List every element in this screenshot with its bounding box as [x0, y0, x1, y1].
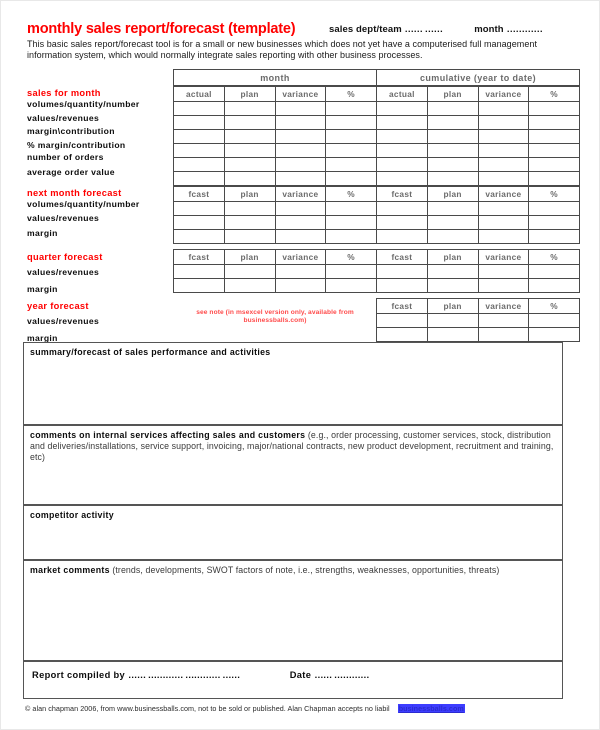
- month-label: month: [474, 24, 504, 35]
- table-row[interactable]: [377, 314, 580, 328]
- col-plan-cumulative: plan: [427, 299, 478, 314]
- row-label-average-order-value: average order value: [27, 166, 115, 177]
- col-percent-cumulative: %: [529, 299, 580, 314]
- cell[interactable]: [224, 230, 275, 244]
- cell[interactable]: [427, 102, 478, 116]
- market-comments-title: [30, 565, 556, 576]
- col-percent-month: %: [326, 87, 377, 102]
- table-sales-for-month[interactable]: [173, 86, 580, 186]
- cell[interactable]: [326, 216, 377, 230]
- row-label-values-revenues: values/revenues: [27, 212, 100, 223]
- cell[interactable]: [224, 172, 275, 186]
- cell[interactable]: [224, 144, 275, 158]
- col-plan-cumulative: plan: [427, 87, 478, 102]
- cell[interactable]: [427, 314, 478, 328]
- table-header-row: [377, 299, 580, 314]
- group-header-month: month: [174, 70, 377, 86]
- cell[interactable]: [224, 158, 275, 172]
- copyright-line: [25, 704, 465, 713]
- section-labels-next-month-forecast: [27, 187, 175, 240]
- cell[interactable]: [326, 202, 377, 216]
- col-percent-cumulative: %: [529, 250, 580, 265]
- table-header-row: [174, 250, 580, 265]
- section-heading-next-month-forecast: next month forecast: [27, 188, 122, 198]
- table-row[interactable]: [174, 265, 580, 279]
- cell[interactable]: [478, 158, 529, 172]
- col-variance-cumulative: variance: [478, 250, 529, 265]
- cell[interactable]: [326, 265, 377, 279]
- cell[interactable]: [478, 230, 529, 244]
- summary-forecast-label: summary/forecast of sales performance and activities: [30, 347, 271, 357]
- cell[interactable]: [326, 172, 377, 186]
- col-variance-month: variance: [275, 187, 326, 202]
- cell[interactable]: [326, 130, 377, 144]
- col-variance-cumulative: variance: [478, 299, 529, 314]
- cell[interactable]: [275, 279, 326, 293]
- table-header-row: [174, 187, 580, 202]
- report-compiled-line: [32, 670, 369, 680]
- cell[interactable]: [377, 314, 428, 328]
- cell[interactable]: [529, 279, 580, 293]
- cell[interactable]: [174, 216, 225, 230]
- cell[interactable]: [224, 102, 275, 116]
- table-row[interactable]: [174, 102, 580, 116]
- cell[interactable]: [529, 230, 580, 244]
- cell[interactable]: [174, 230, 225, 244]
- col-plan-month: plan: [224, 187, 275, 202]
- section-heading-year-forecast: year forecast: [27, 301, 89, 311]
- cell[interactable]: [427, 130, 478, 144]
- cell[interactable]: [174, 172, 225, 186]
- cell[interactable]: [377, 216, 428, 230]
- document-header: [1, 21, 599, 39]
- table-quarter-forecast[interactable]: [173, 249, 580, 293]
- cell[interactable]: [224, 216, 275, 230]
- cell[interactable]: [275, 172, 326, 186]
- cell[interactable]: [224, 279, 275, 293]
- row-label-values-revenues: values/revenues: [27, 267, 100, 277]
- intro-paragraph: This basic sales report/forecast tool is for a small or new businesses which does not yet have a computerised full management information system, which would normally integrate sales reporting with other business processes.: [27, 39, 537, 61]
- market-comments-hint: (trends, developments, SWOT factors of note, i.e., strengths, weaknesses, opportunities, threats): [109, 565, 500, 575]
- report-compiled-box[interactable]: [23, 661, 563, 699]
- cell[interactable]: [427, 265, 478, 279]
- table-row[interactable]: [174, 130, 580, 144]
- cell[interactable]: [529, 144, 580, 158]
- col-fcast-month: fcast: [174, 250, 225, 265]
- cell[interactable]: [478, 130, 529, 144]
- cell[interactable]: [478, 279, 529, 293]
- cell[interactable]: [377, 172, 428, 186]
- cell[interactable]: [478, 216, 529, 230]
- cell[interactable]: [174, 130, 225, 144]
- section-labels-sales-for-month: [27, 87, 175, 178]
- cell[interactable]: [478, 144, 529, 158]
- cell[interactable]: [478, 172, 529, 186]
- cell[interactable]: [326, 279, 377, 293]
- section-labels-quarter-forecast: [27, 251, 175, 295]
- cell[interactable]: [377, 116, 428, 130]
- cell[interactable]: [427, 172, 478, 186]
- cell[interactable]: [174, 102, 225, 116]
- cell[interactable]: [174, 279, 225, 293]
- row-label-number-of-orders: number of orders: [27, 152, 104, 162]
- cell[interactable]: [275, 130, 326, 144]
- section-heading-sales-for-month: sales for month: [27, 88, 101, 98]
- cell[interactable]: [377, 202, 428, 216]
- market-comments-box[interactable]: [23, 560, 563, 661]
- cell[interactable]: [377, 102, 428, 116]
- row-label-values-revenues: values/revenues: [27, 112, 100, 123]
- cell[interactable]: [478, 328, 529, 342]
- col-fcast-month: fcast: [174, 187, 225, 202]
- cell[interactable]: [478, 116, 529, 130]
- cell[interactable]: [529, 172, 580, 186]
- col-plan-month: plan: [224, 250, 275, 265]
- table-row[interactable]: [377, 328, 580, 342]
- cell[interactable]: [275, 216, 326, 230]
- cell[interactable]: [427, 116, 478, 130]
- section-labels-year-forecast: [27, 300, 175, 344]
- col-variance-cumulative: variance: [478, 187, 529, 202]
- header-fields: [329, 24, 542, 35]
- cell[interactable]: [529, 314, 580, 328]
- cell[interactable]: [478, 314, 529, 328]
- internal-services-comments-label: comments on internal services affecting sales and customers: [30, 430, 306, 440]
- section-heading-quarter-forecast: quarter forecast: [27, 252, 103, 262]
- year-forecast-note: see note (in msexcel version only, available from businessballs.com): [196, 309, 354, 325]
- cell[interactable]: [174, 158, 225, 172]
- cell[interactable]: [275, 230, 326, 244]
- table-row[interactable]: [174, 202, 580, 216]
- cell[interactable]: [174, 265, 225, 279]
- cell[interactable]: [377, 328, 428, 342]
- cell[interactable]: [326, 158, 377, 172]
- cell[interactable]: [174, 116, 225, 130]
- competitor-activity-box[interactable]: [23, 505, 563, 560]
- cell[interactable]: [529, 116, 580, 130]
- cell[interactable]: [377, 158, 428, 172]
- month-blank[interactable]: …………: [506, 24, 543, 35]
- col-fcast-cumulative: fcast: [377, 187, 428, 202]
- cell[interactable]: [427, 328, 478, 342]
- col-percent-cumulative: %: [529, 87, 580, 102]
- cell[interactable]: [275, 144, 326, 158]
- row-label-margin: margin: [27, 283, 58, 294]
- cell[interactable]: [377, 130, 428, 144]
- cell[interactable]: [275, 102, 326, 116]
- cell[interactable]: [529, 102, 580, 116]
- row-label-margin: margin: [27, 332, 58, 343]
- col-percent-cumulative: %: [529, 187, 580, 202]
- competitor-activity-title: [30, 510, 556, 521]
- row-label-volumes: volumes/quantity/number: [27, 199, 140, 209]
- cell[interactable]: [224, 265, 275, 279]
- cell[interactable]: [427, 158, 478, 172]
- cell[interactable]: [427, 279, 478, 293]
- table-next-month-forecast[interactable]: [173, 186, 580, 244]
- cell[interactable]: [275, 116, 326, 130]
- cell[interactable]: [326, 230, 377, 244]
- cell[interactable]: [275, 265, 326, 279]
- cell[interactable]: [224, 116, 275, 130]
- cell[interactable]: [529, 158, 580, 172]
- internal-services-comments-box[interactable]: [23, 425, 563, 505]
- col-variance-month: variance: [275, 87, 326, 102]
- copyright-text: © alan chapman 2006, from www.businessballs.com, not to be sold or published. Alan Chapman accepts no liabil: [25, 704, 390, 713]
- cell[interactable]: [224, 202, 275, 216]
- cell[interactable]: [174, 202, 225, 216]
- date-label: Date: [289, 670, 312, 680]
- report-compiled-label: Report compiled by: [32, 670, 126, 680]
- cell[interactable]: [377, 230, 428, 244]
- cell[interactable]: [377, 144, 428, 158]
- table-row[interactable]: [174, 279, 580, 293]
- cell[interactable]: [326, 102, 377, 116]
- report-compiled-blank[interactable]: …… ………… ………… ……: [128, 670, 240, 680]
- col-plan-cumulative: plan: [427, 187, 478, 202]
- row-label-margin-contribution: margin\contribution: [27, 126, 115, 136]
- cell[interactable]: [174, 144, 225, 158]
- cell[interactable]: [427, 144, 478, 158]
- table-row[interactable]: [174, 216, 580, 230]
- col-fcast-cumulative: fcast: [377, 250, 428, 265]
- cell[interactable]: [427, 202, 478, 216]
- table-year-forecast[interactable]: [376, 298, 580, 342]
- col-percent-month: %: [326, 187, 377, 202]
- cell[interactable]: [529, 265, 580, 279]
- sales-dept-label: sales dept/team: [329, 24, 402, 35]
- col-plan-cumulative: plan: [427, 250, 478, 265]
- cell[interactable]: [377, 265, 428, 279]
- col-plan-month: plan: [224, 87, 275, 102]
- cell[interactable]: [275, 202, 326, 216]
- table-row[interactable]: [174, 116, 580, 130]
- cell[interactable]: [427, 216, 478, 230]
- businessballs-link[interactable]: businessballs.com: [398, 704, 464, 713]
- col-variance-month: variance: [275, 250, 326, 265]
- cell[interactable]: [224, 130, 275, 144]
- cell[interactable]: [478, 202, 529, 216]
- internal-services-comments-title: [30, 430, 556, 464]
- group-header-table: [173, 69, 580, 86]
- table-header-row: [174, 87, 580, 102]
- table-row[interactable]: [174, 230, 580, 244]
- col-percent-month: %: [326, 250, 377, 265]
- competitor-activity-label: competitor activity: [30, 510, 114, 520]
- group-header-cumulative: cumulative (year to date): [377, 70, 580, 86]
- internal-services-comments-hint: (e.g., order processing, customer services, stock, distribution and deliveries/installations, service support, invoicing, major/national contracts, new product development, recruitment and training, etc): [30, 430, 554, 463]
- table-row[interactable]: [174, 158, 580, 172]
- row-label-margin: margin: [27, 228, 58, 238]
- page-title: monthly sales report/forecast (template): [27, 21, 296, 37]
- cell[interactable]: [529, 216, 580, 230]
- cell[interactable]: [275, 158, 326, 172]
- row-label-values-revenues: values/revenues: [27, 316, 100, 326]
- cell[interactable]: [427, 230, 478, 244]
- date-blank[interactable]: …… …………: [314, 670, 370, 680]
- cell[interactable]: [478, 265, 529, 279]
- sales-dept-blank[interactable]: …… ……: [404, 24, 443, 35]
- cell[interactable]: [529, 202, 580, 216]
- market-comments-label: market comments: [30, 565, 110, 575]
- cell[interactable]: [529, 130, 580, 144]
- col-actual-month: actual: [174, 87, 225, 102]
- table-row[interactable]: [174, 144, 580, 158]
- cell[interactable]: [478, 102, 529, 116]
- summary-forecast-box[interactable]: [23, 342, 563, 425]
- cell[interactable]: [377, 279, 428, 293]
- summary-forecast-title: [30, 347, 556, 358]
- col-variance-cumulative: variance: [478, 87, 529, 102]
- col-fcast-cumulative: fcast: [377, 299, 428, 314]
- table-row[interactable]: [174, 172, 580, 186]
- row-label-volumes: volumes/quantity/number: [27, 99, 140, 109]
- row-label-pct-margin-contribution: % margin/contribution: [27, 139, 126, 150]
- cell[interactable]: [529, 328, 580, 342]
- cell[interactable]: [326, 144, 377, 158]
- cell[interactable]: [326, 116, 377, 130]
- col-actual-cumulative: actual: [377, 87, 428, 102]
